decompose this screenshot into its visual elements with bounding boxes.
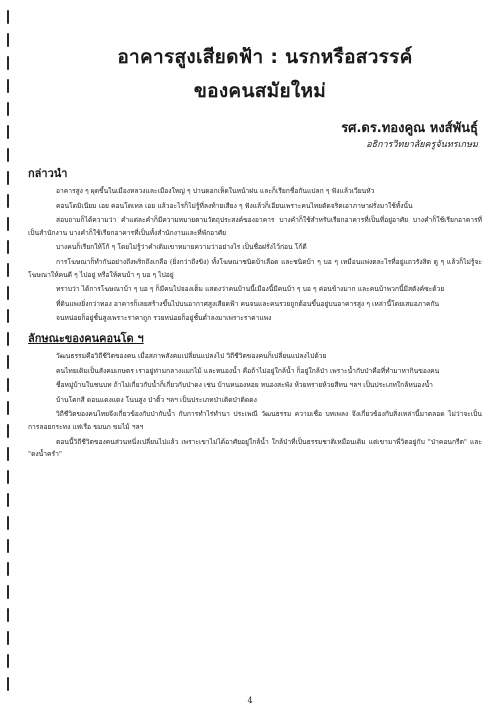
binder-mark: [7, 217, 9, 231]
document-page: [28, 40, 482, 700]
paragraph: บ้านโคกสี ดอนแดงแดง โนนสูง ป่าติ้ว ฯลฯ เป็นประเภทป่าเติดป่าติดดง: [56, 395, 257, 404]
binder-mark: [7, 677, 9, 691]
article-title: [28, 40, 482, 108]
page-number: 4: [247, 696, 253, 705]
title-line-1: อาคารสูงเสียดฟ้า : นรกหรือสวรรค์: [117, 46, 413, 68]
paragraph: คนไทยเดิมเป็นสังคมเกษตร เราอยู่ท่ามกลางแมกไม้ และหนองน้ำ คือถ้าไม่อยู่ใกล้น้ำ ก็อยู่ใกล้ป่า เพราะน้ำกับป่าคือที่ทำมาหากินของคน: [56, 366, 440, 375]
binder-mark: [7, 309, 9, 323]
binder-mark: [7, 447, 9, 461]
binder-mark: [7, 56, 9, 70]
binder-mark: [7, 608, 9, 622]
paragraph: ทราบว่า ได้การโฆษณาบ้า ๆ บอ ๆ ก็มีคนไปจองเต็ม แสดงว่าคนบ้านนี้เมืองนี้มีคนบ้า ๆ บอ ๆ ค่อนข้างมาก และคนบ้าพวกนี้มีสตังค์ซะด้วย: [56, 285, 445, 294]
binder-mark: [7, 562, 9, 576]
binder-mark: [7, 286, 9, 300]
binder-mark: [7, 631, 9, 645]
author-name: รศ.ดร.ทองคูณ หงส์พันธุ์: [341, 121, 478, 136]
binder-mark: [7, 194, 9, 208]
paragraph: วิถีชีวิตของคนไทยจึงเกี่ยวข้องกับป่ากับน้ำ กับการทำไร่ทำนา ประเพณี วัฒนธรรม ความเชื่อ บทเพลง จึงเกี่ยวข้องกับสิ่งเหล่านี้มาตลอด ไม่ว่าจะเป็น การลอยกระทง แห่เรือ ขมนก ขมไม้ ฯลฯ: [28, 410, 482, 431]
section-heading-intro: กล่าวนำ: [28, 167, 68, 180]
binder-mark: [7, 493, 9, 507]
section-intro-body: [28, 185, 482, 325]
section-condo-body: [28, 350, 482, 461]
binder-mark: [7, 148, 9, 162]
paragraph: บางคนก็เรียกให้โก้ ๆ โดยไม่รู้ว่าคำเดิมเขาหมายความว่าอย่างไร เป็นชื่อฝรั่งไว้ก่อน โก้ดี: [56, 243, 307, 252]
binder-mark: [7, 378, 9, 392]
binder-mark: [7, 10, 9, 24]
binder-mark: [7, 240, 9, 254]
section-heading-condo-people: ลักษณะของคนคอนโด ฯ: [28, 331, 144, 345]
paragraph: ชื่อหมู่บ้านในชนบท ถ้าไม่เกี่ยวกับน้ำก็เกี่ยวกับป่าดง เช่น บ้านหนองหอย หนองสะพัง ห้วยทรายห้วยสีทน ฯลฯ เป็นประเภทใกล้หนองน้ำ: [56, 381, 433, 390]
paragraph: อาคารสูง ๆ ผุดขึ้นในเมืองหลวงและเมืองใหญ่ ๆ ปานดอกเห็ดในหน้าฝน และก็เรียกชื่อกันแปลก ๆ ฟังแล้วเวียนหัว: [56, 187, 375, 195]
paragraph: การโฆษณาก็ทำกันอย่างถึงพริกถึงเกลือ (ยิ่งกว่าถึงขิง) ทั้งโฆษณาชนิดบ้าเลือด และชนิดบ้า ๆ บอ ๆ เหมือนแพ่งตละไรที่อยู่แถวรังสิต ดู ๆ แล้วก็ไม่รู้จะโฆษณาให้คนดี ๆ ไปอยู่ หรือให้คนบ้า ๆ บอ ๆ ไปอยู่: [28, 257, 482, 279]
paragraph: ที่ดินแพงยิ่งกว่าทอง อาคารก็เลยสร้างขึ้นไปบนอากาศสูงเสียดฟ้า คนจนและคนรวยถูกต้อนขึ้นอยู่บนอาคารสูง ๆ เหล่านี้โดยเสมอภาคกัน: [56, 299, 440, 308]
binder-mark: [7, 355, 9, 369]
binder-mark: [7, 401, 9, 415]
binder-mark: [7, 79, 9, 93]
binder-mark: [7, 33, 9, 47]
binder-holes: [4, 10, 16, 700]
paragraph: วัฒนธรรมคือวิถีชีวิตของคน เมื่อสภาพสังคมเปลี่ยนแปลงไป วิถีชีวิตของคนก็เปลี่ยนแปลงไปด้วย: [56, 351, 327, 360]
paragraph: จนหน่อยก็อยู่ชั้นสูงเพราะราคาถูก รวยหน่อยก็อยู่ชั้นต่ำลงมาเพราะราคาแพง: [56, 314, 272, 323]
binder-mark: [7, 654, 9, 668]
binder-mark: [7, 102, 9, 116]
paragraph: ตอนนี้วิถีชีวิตของคนส่วนหนึ่งเปลี่ยนไปแล้ว เพราะเขาไม่ได้อาศัยอยู่ใกล้น้ำ ใกล้ป่าที่เป็นธรรมชาติเหมือนเดิม แต่เขามาพี่วิตอยู่กับ "ป่าคอนกรีต" และ "ดงน้ำครำ": [28, 437, 482, 459]
author-affiliation: อธิการวิทยาลัยครูจันทรเกษม: [366, 140, 478, 150]
title-line-2: ของคนสมัยใหม่: [193, 80, 327, 102]
binder-mark: [7, 539, 9, 553]
binder-mark: [7, 263, 9, 277]
binder-mark: [7, 424, 9, 438]
paragraph: สอบถามก็ได้ความว่า คำแต่ละคำก็มีความหมายตามวัตถุประสงค์ของอาคาร บางคำก็ใช้สำหรับเรียกอาคารที่เป็นที่อยู่อาศัย บางคำก็ใช้เรียกอาคารที่เป็นสำนักงาน บางคำก็ใช้เรียกอาคารที่เป็นทั้งสำนักงานและที่พักอาศัย: [28, 216, 482, 237]
binder-mark: [7, 516, 9, 530]
binder-mark: [7, 585, 9, 599]
binder-mark: [7, 125, 9, 139]
binder-mark: [7, 332, 9, 346]
binder-mark: [7, 470, 9, 484]
paragraph: คอนโดมิเนียม เอย คอนโดเทล เอย แล้วอะไรก็ไม่รู้ที่ลงท้ายเสียง ๆ ฟังแล้วก็เอียนเพราะคนไทยดัดจริตเอาภาษาฝรั่งมาใช้ทั้งนั้น: [56, 201, 413, 210]
binder-mark: [7, 171, 9, 185]
